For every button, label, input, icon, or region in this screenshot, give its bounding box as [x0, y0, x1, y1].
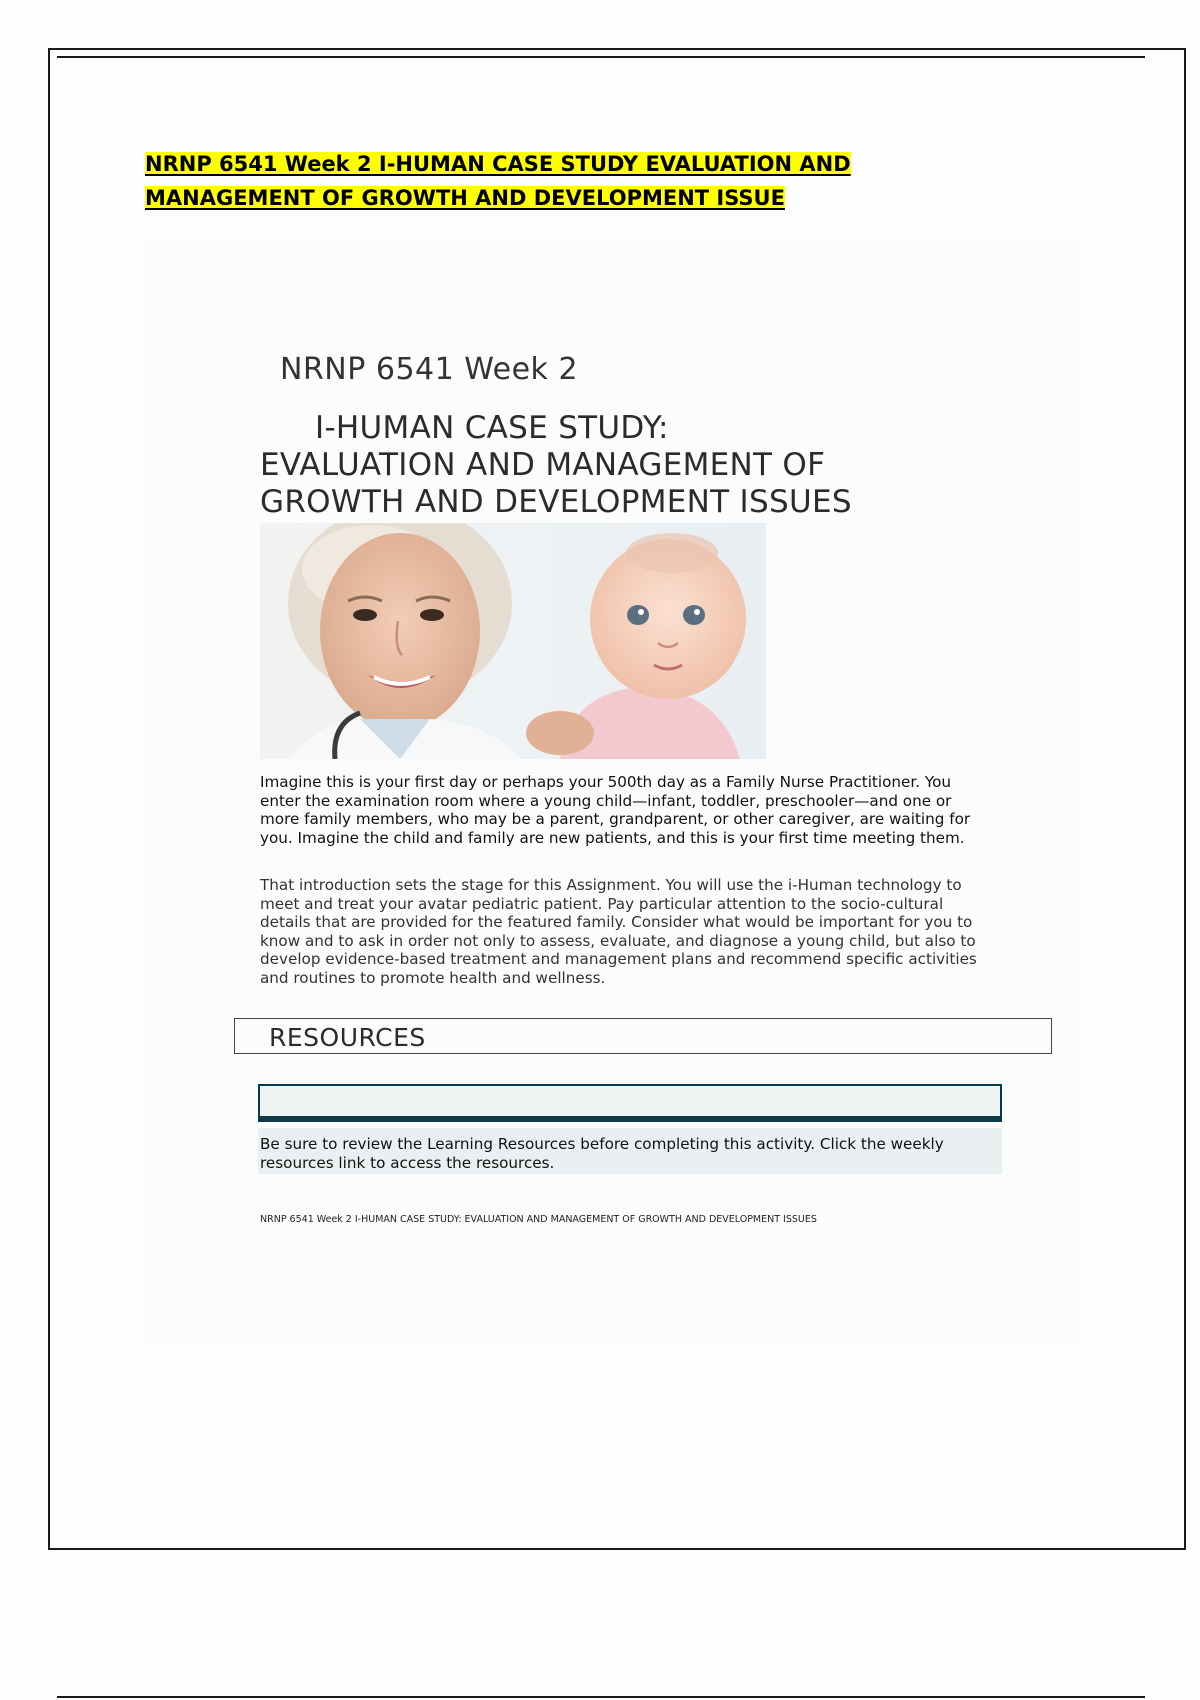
bottom-rule — [57, 1696, 1145, 1698]
resources-link-box — [258, 1084, 1002, 1122]
resources-note: Be sure to review the Learning Resources before completing this activity. Click the weekly resources link to access the resources. — [260, 1135, 944, 1172]
week-title: NRNP 6541 Week 2 — [280, 352, 579, 387]
intro-paragraph: Imagine this is your first day or perhaps your 500th day as a Family Nurse Practitioner. You enter the examination room where a young child—infant, toddler, preschooler—and one or more family members, who may be a parent, grandparent, or other caregiver, are waiting for you. Imagine the child and family are new patients, and this is your first time meeting them. — [260, 773, 971, 847]
resources-note-box — [258, 1128, 1002, 1174]
case-title-line-3: GROWTH AND DEVELOPMENT ISSUES — [260, 484, 852, 520]
resources-heading: RESOURCES — [269, 1023, 426, 1052]
highlighted-document-title — [145, 147, 1015, 215]
case-study-title — [260, 410, 1020, 521]
highlighted-title-line-2: MANAGEMENT OF GROWTH AND DEVELOPMENT ISSUE — [145, 186, 785, 210]
highlighted-title-line-1: NRNP 6541 Week 2 I-HUMAN CASE STUDY EVALUATION AND — [145, 152, 851, 176]
assignment-paragraph: That introduction sets the stage for this Assignment. You will use the i-Human technology to meet and treat your avatar pediatric patient. Pay particular attention to the socio-cultural details that are provided for the featured family. Consider what would be important for you to know and to ask in order not only to assess, evaluate, and diagnose a young child, but also to develop evidence-based treatment and management plans and recommend specific activities and routines to promote health and wellness. — [260, 876, 977, 987]
resources-section-header — [234, 1018, 1052, 1054]
case-title-line-2: EVALUATION AND MANAGEMENT OF — [260, 447, 826, 483]
nurse-and-baby-photo — [260, 523, 766, 759]
footer-note: NRNP 6541 Week 2 I-HUMAN CASE STUDY: EVALUATION AND MANAGEMENT OF GROWTH AND DEVELOPMENT ISSUES — [260, 1214, 817, 1225]
case-title-line-1: I-HUMAN CASE STUDY: — [315, 410, 669, 446]
top-rule — [57, 56, 1145, 58]
